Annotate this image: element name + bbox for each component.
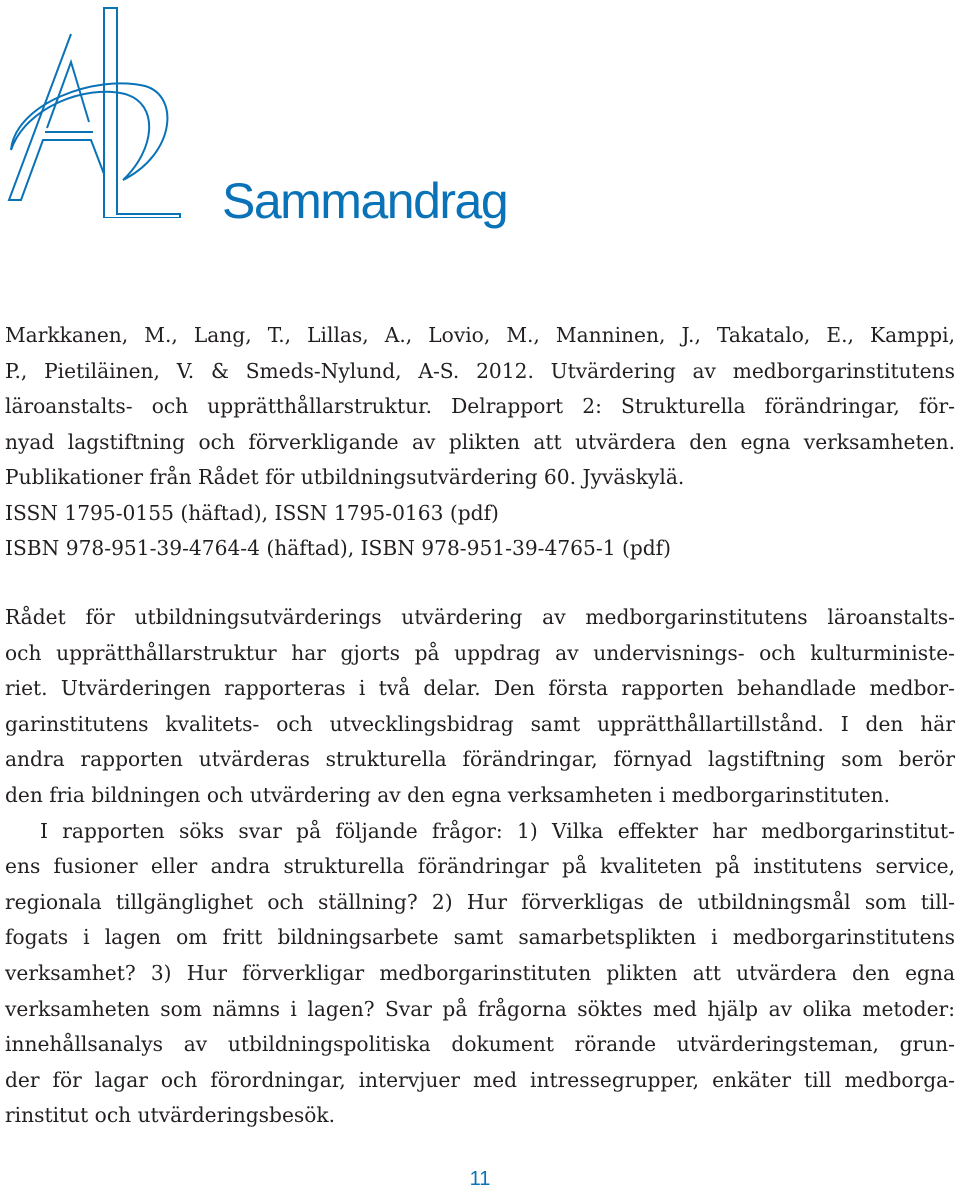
citation-line: P., Pietiläinen, V. & Smeds-Nylund, A-S. 2012. Utvärdering av medborgarinstitutens xyxy=(5,358,955,383)
abstract-line: I rapporten söks svar på följande frågor: 1) Vilka effekter har medborgarinstitut- xyxy=(40,818,955,843)
issn-line: ISSN 1795-0155 (häftad), ISSN 1795-0163 (pdf) xyxy=(5,500,499,525)
page-number: 11 xyxy=(469,1168,491,1190)
abstract-line: innehållsanalys av utbildningspolitiska dokument rörande utvärderingsteman, grun- xyxy=(5,1032,955,1057)
citation-block xyxy=(5,318,955,567)
abstract-line: andra rapporten utvärderas strukturella förändringar, förnyad lagstiftning som berör xyxy=(5,747,955,772)
abstract-line: der för lagar och förordningar, intervjuer med intressegrupper, enkäter till medborga- xyxy=(5,1067,955,1092)
citation-line: Markkanen, M., Lang, T., Lillas, A., Lovio, M., Manninen, J., Takatalo, E., Kamppi, xyxy=(5,323,955,347)
abstract-body xyxy=(5,600,955,1134)
abstract-line: regionala tillgänglighet och ställning? 2) Hur förverkligas de utbildningsmål som till- xyxy=(5,889,955,914)
citation-line: Publikationer från Rådet för utbildningsutvärdering 60. Jyväskylä. xyxy=(5,465,685,489)
abstract-line: rinstitut och utvärderingsbesök. xyxy=(5,1103,336,1128)
abstract-line: och upprätthållarstruktur har gjorts på uppdrag av undervisnings- och kulturministe- xyxy=(5,640,955,665)
citation-line: läroanstalts- och upprätthållarstruktur. Delrapport 2: Strukturella förändringar, för- xyxy=(5,394,955,418)
abstract-line: verksamheten som nämns i lagen? Svar på frågorna söktes med hjälp av olika metoder: xyxy=(5,996,955,1021)
abstract-line: verksamhet? 3) Hur förverkligar medborgarinstituten plikten att utvärdera den egna xyxy=(5,960,955,985)
abstract-line: Rådet för utbildningsutvärderings utvärdering av medborgarinstitutens läroanstalts- xyxy=(5,605,955,629)
abstract-line: ens fusioner eller andra strukturella förändringar på kvaliteten på institutens service, xyxy=(5,854,955,879)
letter-a-monogram-logo xyxy=(5,4,185,218)
abstract-line: fogats i lagen om fritt bildningsarbete samt samarbetsplikten i medborgarinstitutens xyxy=(5,925,955,950)
abstract-line: garinstitutens kvalitets- och utvecklingsbidrag samt upprätthållartillstånd. I den här xyxy=(5,711,955,736)
abstract-line: riet. Utvärderingen rapporteras i två delar. Den första rapporten behandlade medbor- xyxy=(5,676,955,701)
page-title: Sammandrag xyxy=(222,173,508,229)
citation-line: nyad lagstiftning och förverkligande av plikten att utvärdera den egna verksamheten. xyxy=(5,429,955,454)
abstract-line: den fria bildningen och utvärdering av den egna verksamheten i medborgarinstituten. xyxy=(5,782,891,807)
isbn-line: ISBN 978-951-39-4764-4 (häftad), ISBN 978-951-39-4765-1 (pdf) xyxy=(5,536,672,560)
